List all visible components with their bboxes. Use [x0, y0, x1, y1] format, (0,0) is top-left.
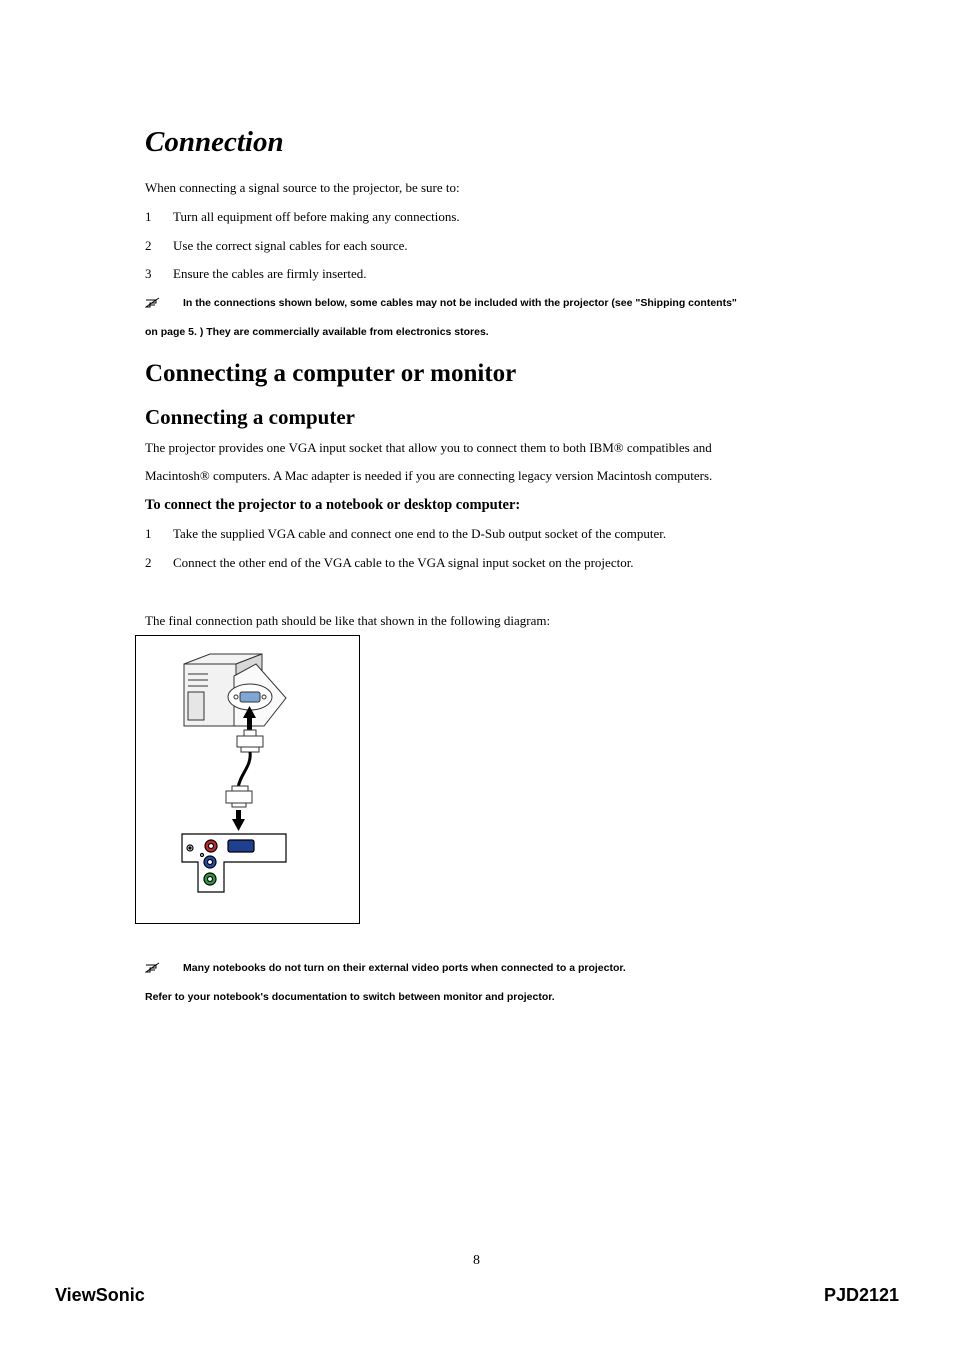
step-number: 3	[145, 266, 152, 281]
footer-brand: ViewSonic	[55, 1285, 145, 1305]
step-text: Take the supplied VGA cable and connect one end to the D-Sub output socket of the computer.	[173, 526, 667, 541]
vga-plug-top-icon	[237, 730, 263, 752]
step-text: Connect the other end of the VGA cable to the VGA signal input socket on the projector.	[173, 555, 634, 570]
intro-text: When connecting a signal source to the projector, be sure to:	[145, 180, 460, 195]
connection-diagram	[135, 635, 360, 924]
step-number: 1	[145, 209, 152, 224]
step-text: Turn all equipment off before making any connections.	[173, 209, 460, 224]
hand-pointing-icon	[145, 297, 160, 308]
footer-model: PJD2121	[823, 1285, 899, 1305]
paragraph-line: The projector provides one VGA input socket that allow you to connect them to both IBM® compatibles and	[145, 440, 712, 455]
connection-illustration	[136, 636, 359, 923]
step-number: 2	[145, 238, 152, 253]
step-number: 2	[145, 555, 152, 570]
projector-panel-icon	[182, 834, 286, 892]
step-number: 1	[145, 526, 152, 541]
arrow-down-icon	[232, 810, 245, 831]
note-line: In the connections shown below, some cables may not be included with the projector (see "Shipping contents"	[183, 297, 737, 309]
page-number: 8	[473, 1253, 480, 1268]
page-title: Connection	[145, 126, 284, 158]
hand-pointing-icon	[145, 962, 160, 973]
note-line: Refer to your notebook's documentation to switch between monitor and projector.	[145, 991, 555, 1003]
vga-plug-bottom-icon	[226, 786, 252, 807]
step-text: Use the correct signal cables for each source.	[173, 238, 408, 253]
note-line: Many notebooks do not turn on their external video ports when connected to a projector.	[183, 962, 626, 974]
procedure-title: To connect the projector to a notebook or desktop computer:	[145, 497, 521, 513]
paragraph-line: Macintosh® computers. A Mac adapter is needed if you are connecting legacy version Macintosh computers.	[145, 468, 713, 483]
section-title: Connecting a computer or monitor	[145, 360, 517, 387]
note-line: on page 5. ) They are commercially available from electronics stores.	[145, 326, 489, 338]
diagram-caption: The final connection path should be like that shown in the following diagram:	[145, 613, 551, 628]
subsection-title: Connecting a computer	[145, 405, 355, 429]
step-text: Ensure the cables are firmly inserted.	[173, 266, 367, 281]
vga-cable	[238, 752, 250, 788]
